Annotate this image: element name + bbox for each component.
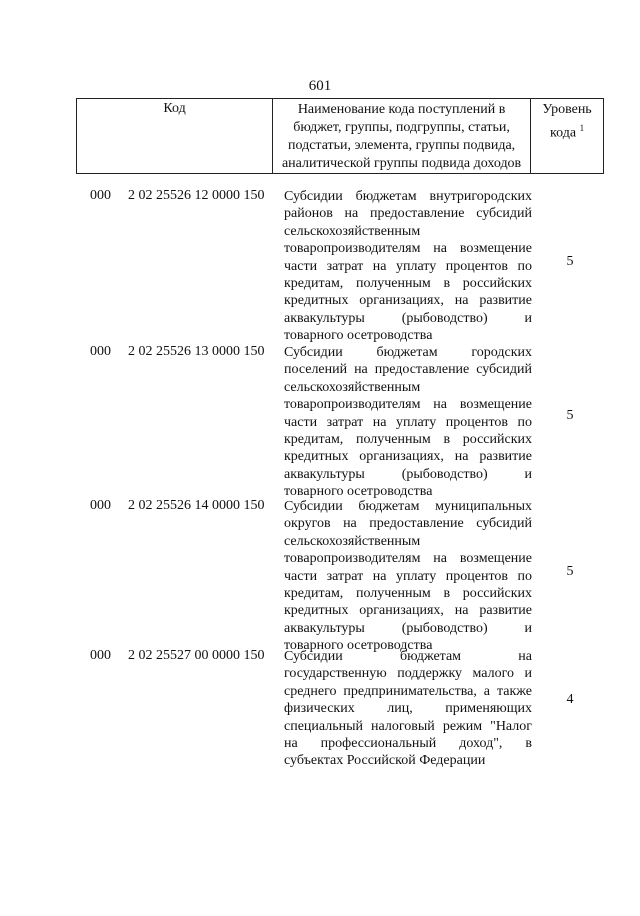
revenue-name bbox=[284, 344, 532, 501]
header-name-line: Наименование кода поступлений в bbox=[297, 102, 506, 117]
header-code-cell bbox=[77, 99, 273, 174]
header-level-label: кода bbox=[550, 125, 577, 141]
name-line: аквакультуры (рыбоводство) и bbox=[284, 466, 532, 482]
admin-code: 000 bbox=[90, 498, 111, 513]
admin-code: 000 bbox=[90, 648, 111, 663]
header-level-footnote: 1 bbox=[579, 123, 585, 133]
name-line: товаропроизводителям на возмещение bbox=[284, 551, 532, 567]
level-code: 5 bbox=[566, 254, 574, 269]
name-line: кредитам, полученным в российских bbox=[284, 276, 532, 292]
name-line: товаропроизводителям на возмещение bbox=[284, 397, 532, 413]
name-line: товарного осетроводства bbox=[284, 638, 433, 654]
header-level-cell bbox=[531, 99, 604, 174]
name-line: на профессиональный доход", в bbox=[284, 736, 532, 752]
header-name-line: бюджет, группы, подгруппы, статьи, bbox=[293, 120, 510, 135]
name-line: сельскохозяйственным bbox=[284, 379, 421, 395]
level-code: 4 bbox=[566, 692, 574, 707]
name-line: физических лиц, применяющих bbox=[284, 701, 532, 717]
revenue-code: 2 02 25526 12 0000 150 bbox=[128, 188, 265, 203]
header-name-line: аналитической группы подвида доходов bbox=[281, 156, 522, 171]
name-line: кредитных организациях, на развитие bbox=[284, 293, 532, 309]
name-line: сельскохозяйственным bbox=[284, 533, 421, 549]
revenue-code: 2 02 25527 00 0000 150 bbox=[128, 648, 265, 663]
name-line: товаропроизводителям на возмещение bbox=[284, 241, 532, 257]
name-line: среднего предпринимательства, а также bbox=[284, 683, 532, 699]
name-line: районов на предоставление субсидий bbox=[284, 206, 532, 222]
name-line: поселений на предоставление субсидий bbox=[284, 362, 532, 378]
name-line: Субсидии бюджетам внутригородских bbox=[284, 189, 532, 204]
name-line: кредитных организациях, на развитие bbox=[284, 449, 532, 465]
level-code: 5 bbox=[566, 408, 574, 423]
name-line: субъектах Российской Федерации bbox=[284, 753, 486, 769]
name-line: специальный налоговый режим "Налог bbox=[284, 718, 532, 734]
page-number: 601 bbox=[308, 78, 332, 94]
name-line: государственную поддержку малого и bbox=[284, 666, 532, 682]
name-line: части затрат на уплату процентов по bbox=[284, 568, 532, 584]
header-level-line-2 bbox=[531, 119, 603, 143]
name-line: кредитам, полученным в российских bbox=[284, 586, 532, 602]
name-line: Субсидии бюджетам муниципальных bbox=[284, 499, 532, 514]
name-line: Субсидии бюджетам городских bbox=[284, 345, 532, 360]
name-line: товарного осетроводства bbox=[284, 328, 433, 344]
level-code: 5 bbox=[566, 564, 574, 579]
name-line: аквакультуры (рыбоводство) и bbox=[284, 620, 532, 636]
header-level-line: Уровень bbox=[542, 102, 592, 117]
name-line: части затрат на уплату процентов по bbox=[284, 414, 532, 430]
admin-code: 000 bbox=[90, 188, 111, 203]
name-line: округов на предоставление субсидий bbox=[284, 516, 532, 532]
header-name-cell bbox=[273, 99, 531, 174]
name-line: товарного осетроводства bbox=[284, 484, 433, 500]
revenue-name bbox=[284, 188, 532, 345]
name-line: аквакультуры (рыбоводство) и bbox=[284, 310, 532, 326]
admin-code: 000 bbox=[90, 344, 111, 359]
name-line: кредитных организациях, на развитие bbox=[284, 603, 532, 619]
name-line: сельскохозяйственным bbox=[284, 223, 421, 239]
revenue-name bbox=[284, 498, 532, 655]
name-line: части затрат на уплату процентов по bbox=[284, 258, 532, 274]
table-header bbox=[76, 98, 604, 174]
revenue-code: 2 02 25526 14 0000 150 bbox=[128, 498, 265, 513]
header-name-line: подстатьи, элемента, группы подвида, bbox=[287, 138, 516, 153]
header-code-label: Код bbox=[163, 101, 186, 116]
name-line: кредитам, полученным в российских bbox=[284, 432, 532, 448]
revenue-code: 2 02 25526 13 0000 150 bbox=[128, 344, 265, 359]
name-line: Субсидии бюджетам на bbox=[284, 649, 532, 664]
revenue-name bbox=[284, 648, 532, 770]
